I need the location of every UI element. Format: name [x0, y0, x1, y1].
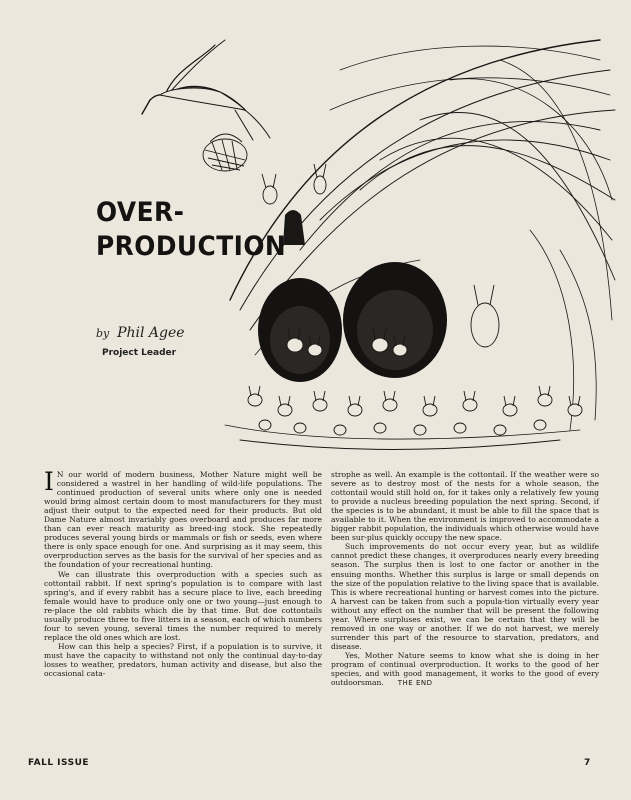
- paragraph: Such improvements do not occur every year, but as wildlife cannot predict these changes, it overproduces nearly every breeding season. The surplus then is lost to one factor or another in the ensuing months. Whether this surplus is large or small depends on the size of the population relative to the living space that is available. This is where recreational hunting or harvest comes into the picture. A harvest can be taken from such a popula-tion virtually every year without any effect on the number that will be present the following year. Where surpluses exist, we can be certain that they will be removed in one way or another. If we do not harvest, we merely surrender this part of the resource to starvation, predators, and disease.: [331, 542, 599, 651]
- the-end-marker: THE END: [397, 679, 433, 688]
- paragraph: We can illustrate this overproduction with a species such as cottontail rabbit. If next spring's population is to compare with last spring's, and if every rabbit has a secure place to live, each breeding female would have to produce only one or two young—just enough to re-place the old rabbits which die by that time. But doe cottontails usually produce three to five litters in a season, each of which numbers four to seven young, several times the number required to merely replace the old ones which are lost.: [44, 569, 322, 642]
- title-line-2: PRODUCTION: [96, 231, 287, 262]
- author-role: Project Leader: [102, 348, 177, 358]
- author-name: Phil Agee: [117, 325, 185, 341]
- drop-cap: I: [44, 467, 54, 496]
- paragraph: strophe as well. An example is the cottontail. If the weather were so severe as to destroy most of the nests for a whole season, the cottontail would still hold on, for it takes only a relatively few young to provide a nucleus breeding population the next spring. Second, if the species is to be abundant, it must be able to fill the space that is available to it. When the environment is improved to accommodate a bigger rabbit population, the individuals which otherwise would have been sur-plus quickly occupy the new space.: [331, 470, 599, 543]
- paragraph: I N our world of modern business, Mother Nature might well be considered a wastrel in her handling of wild-life populations. The continued production of several units where only one is needed would bring almost certain doom to most manufacturers for they must adjust their output to the expected need for their products. But old Dame Nature almost invariably goes overboard and produces far more than can ever reach maturity as breed-ing stock. She repeatedly produces several young birds or mammals or fish or seeds, even where there is only space enough for one. And surprising as it may seem, this overproduction serves as the basis for the survival of her species and as the foundation of your recreational hunting.: [44, 467, 322, 570]
- page-number: 7: [584, 758, 591, 768]
- left-column: [44, 467, 322, 679]
- paragraph: Yes, Mother Nature seems to know what she is doing in her program of continual overproduction. It works to the good of her species, and with good management, it works to the good of every outdoorsman. THE END: [331, 650, 599, 688]
- right-column: [331, 470, 599, 688]
- paragraph: How can this help a species? First, if a population is to survive, it must have the capacity to withstand not only the continual day-to-day losses to weather, predators, human activity and disease, but also the occasional cata-: [44, 641, 322, 679]
- article-title: [96, 196, 298, 264]
- title-line-1: OVER-: [96, 197, 185, 228]
- issue-label: FALL ISSUE: [28, 758, 90, 768]
- byline: [96, 325, 185, 341]
- byline-prefix: by: [96, 327, 110, 340]
